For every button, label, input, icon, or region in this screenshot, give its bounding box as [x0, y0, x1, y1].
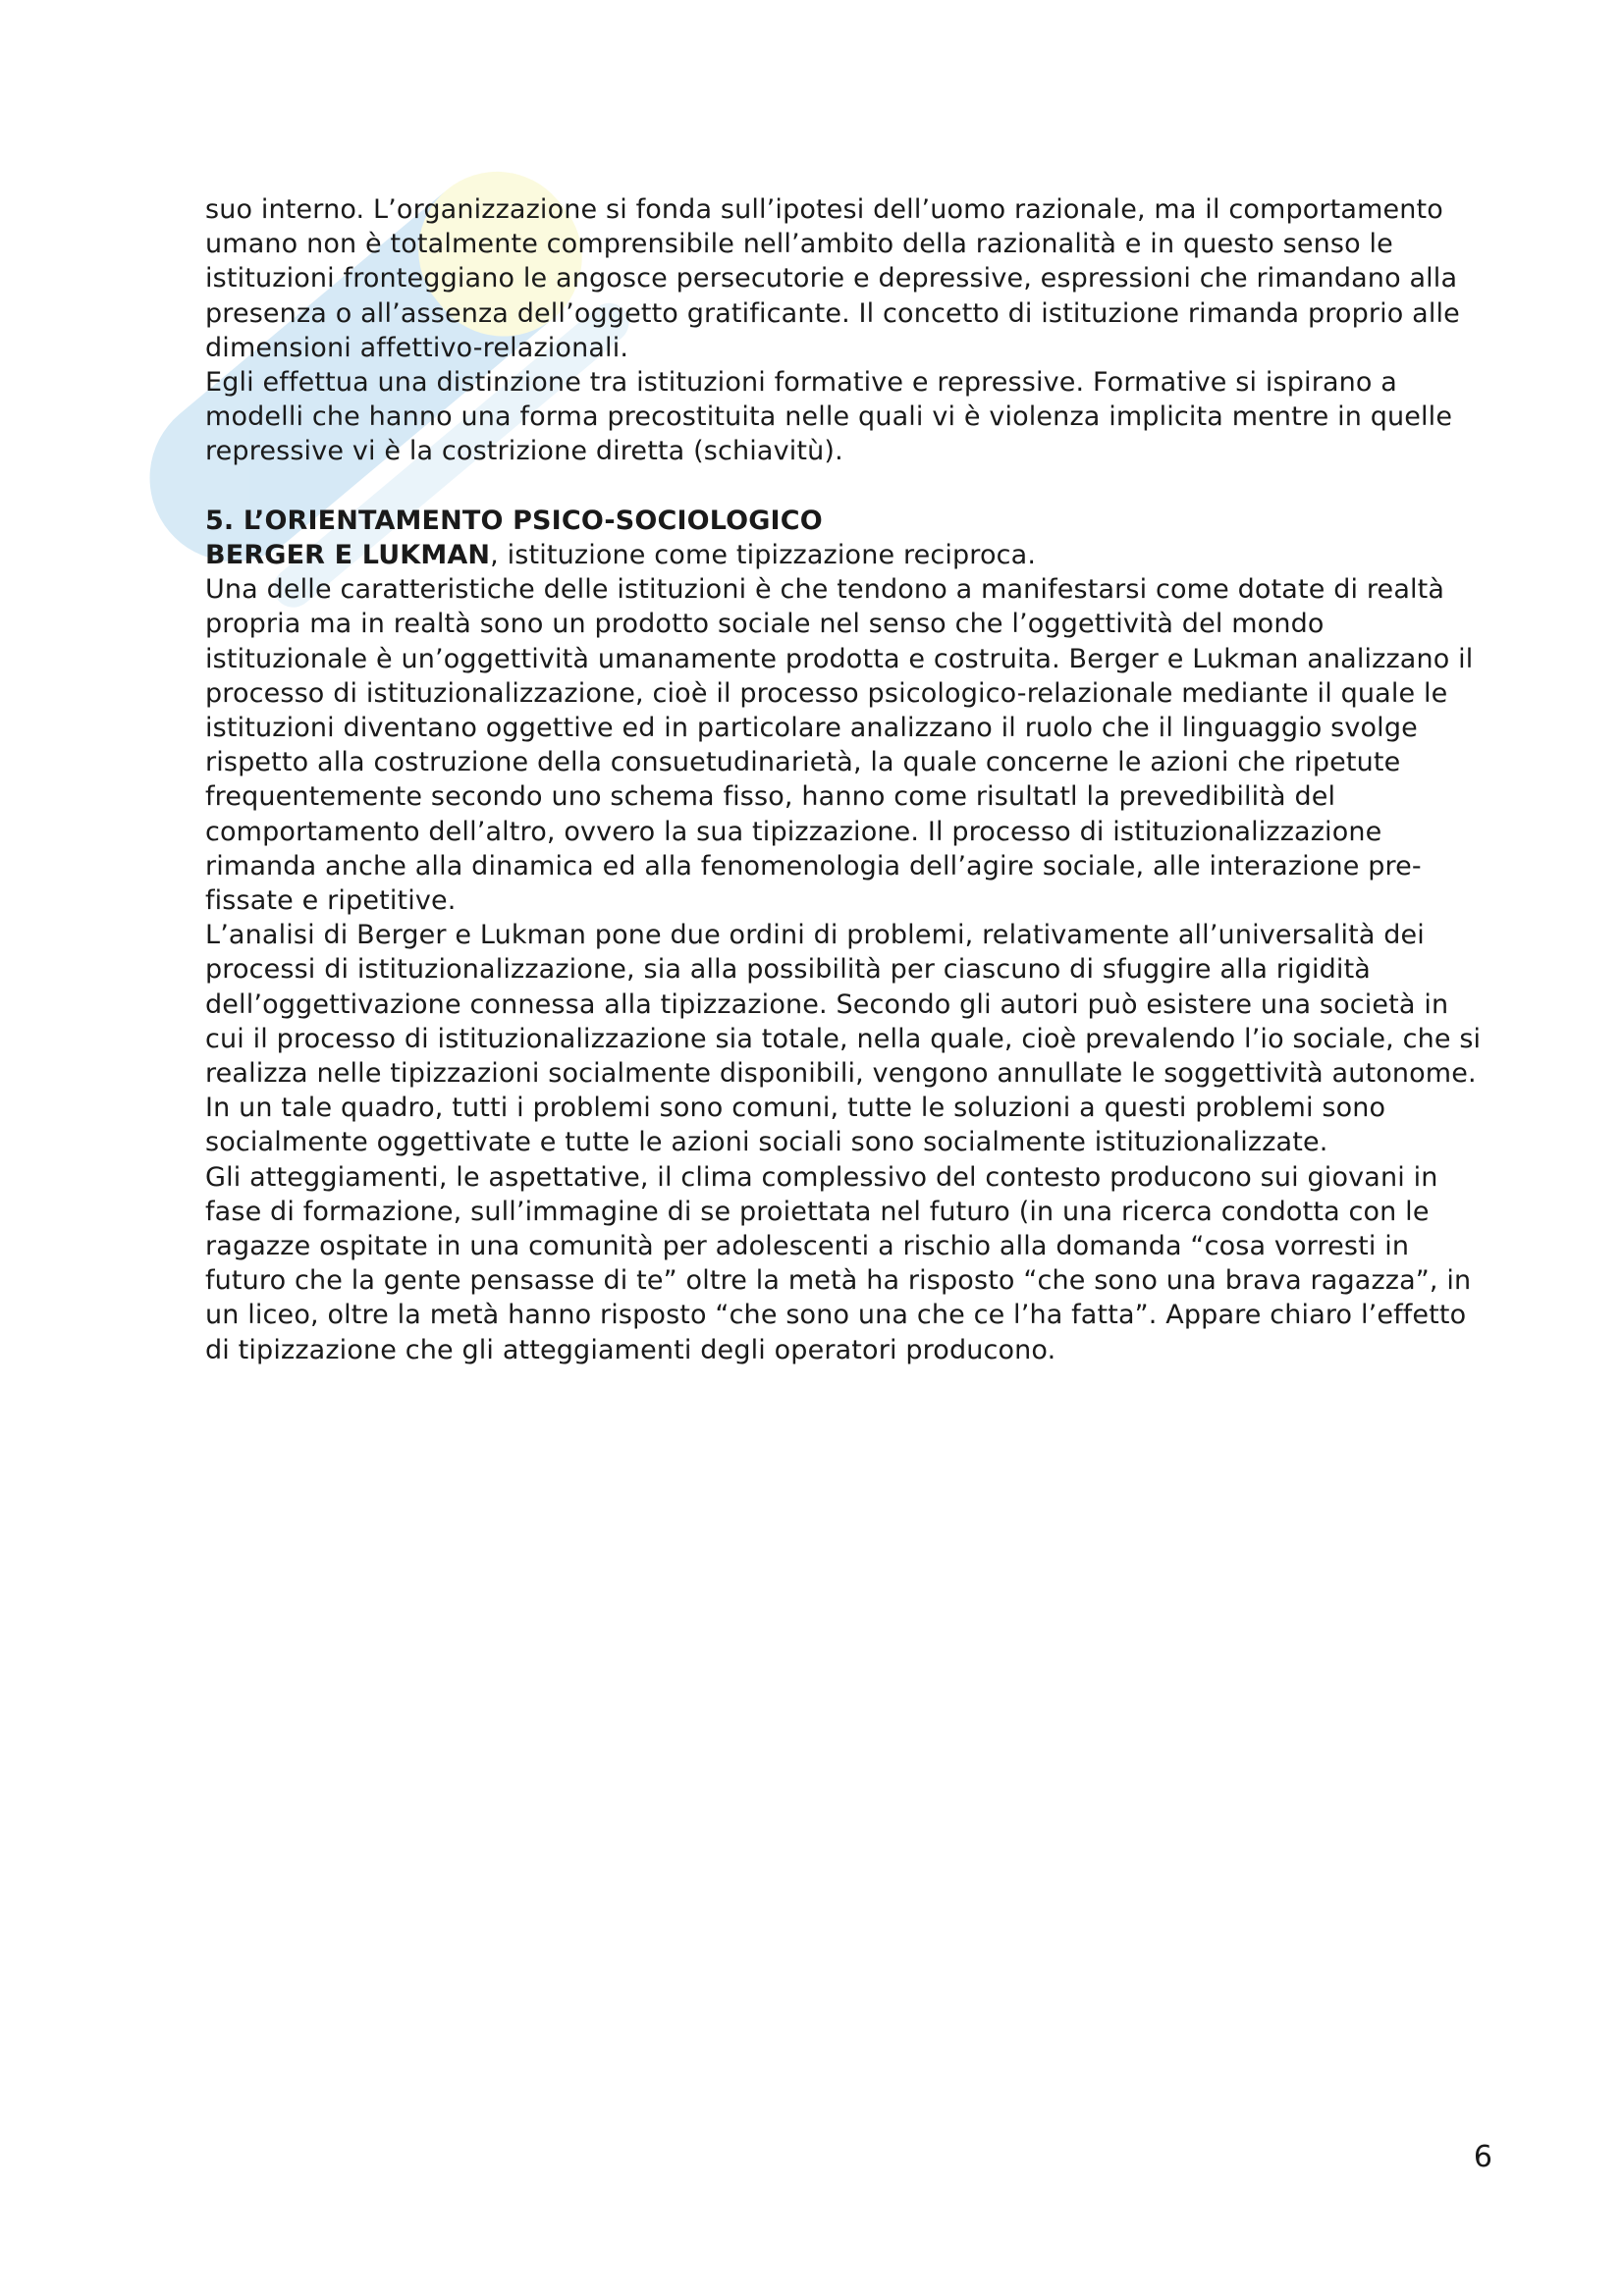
- paragraph-5: L’analisi di Berger e Lukman pone due ordini di problemi, relativamente all’universalità dei processi di istituzionalizzazione, sia alla possibilità per ciascuno di sfuggire alla rigidità dell’oggettivazione connessa alla tipizzazione. Secondo gli autori può esistere una società in cui il processo di istituzionalizzazione sia totale, nella quale, cioè prevalendo l’io sociale, che si realizza nelle tipizzazioni socialmente disponibili, vengono annullate le soggettività autonome. In un tale quadro, tutti i problemi sono comuni, tutte le soluzioni a questi problemi sono socialmente oggettivate e tutte le azioni sociali sono socialmente istituzionalizzate.: [205, 920, 1482, 1158]
- paragraph-2: Egli effettua una distinzione tra istituzioni formative e repressive. Formative si ispirano a modelli che hanno una forma precostituita nelle quali vi è violenza implicita mentre in quelle repressive vi è la costrizione diretta (schiavitù).: [205, 367, 1453, 467]
- paragraph-1: suo interno. L’organizzazione si fonda sull’ipotesi dell’uomo razionale, ma il comportamento umano non è totalmente comprensibile nell’ambito della razionalità e in questo senso le istituzioni fronteggiano le angosce persecutorie e depressive, espressioni che rimandano alla presenza o all’assenza dell’oggetto gratificante. Il concetto di istituzione rimanda proprio alle dimensioni affettivo-relazionali.: [205, 194, 1460, 363]
- authors-label: BERGER E LUKMAN: [205, 540, 491, 571]
- document-body: [205, 192, 1491, 1367]
- paragraph-3-text: , istituzione come tipizzazione reciproca.: [490, 540, 1037, 571]
- paragraph-3: [205, 538, 1491, 572]
- paragraph-4: Una delle caratteristiche delle istituzioni è che tendono a manifestarsi come dotate di realtà propria ma in realtà sono un prodotto sociale nel senso che l’oggettività del mondo istituzionale è un’oggettività umanamente prodotta e costruita. Berger e Lukman analizzano il processo di istituzionalizzazione, cioè il processo psicologico-relazionale mediante il quale le istituzioni diventano oggettive ed in particolare analizzano il ruolo che il linguaggio svolge rispetto alla costruzione della consuetudinarietà, la quale concerne le azioni che ripetute frequentemente secondo uno schema fisso, hanno come risultatl la prevedibilità del comportamento dell’altro, ovvero la sua tipizzazione. Il processo di istituzionalizzazione rimanda anche alla dinamica ed alla fenomenologia dell’agire sociale, alle interazione pre-fissate e ripetitive.: [205, 574, 1474, 917]
- paragraph-6: Gli atteggiamenti, le aspettative, il clima complessivo del contesto producono sui giovani in fase di formazione, sull’immagine di se proiettata nel futuro (in una ricerca condotta con le ragazze ospitate in una comunità per adolescenti a rischio alla domanda “cosa vorresti in futuro che la gente pensasse di te” oltre la metà ha risposto “che sono una brava ragazza”, in un liceo, oltre la metà hanno risposto “che sono una che ce l’ha fatta”. Appare chiaro l’effetto di tipizzazione che gli atteggiamenti degli operatori producono.: [205, 1161, 1472, 1365]
- page-number: 6: [1473, 2140, 1492, 2174]
- section-heading: 5. L’ORIENTAMENTO PSICO-SOCIOLOGICO: [205, 505, 823, 536]
